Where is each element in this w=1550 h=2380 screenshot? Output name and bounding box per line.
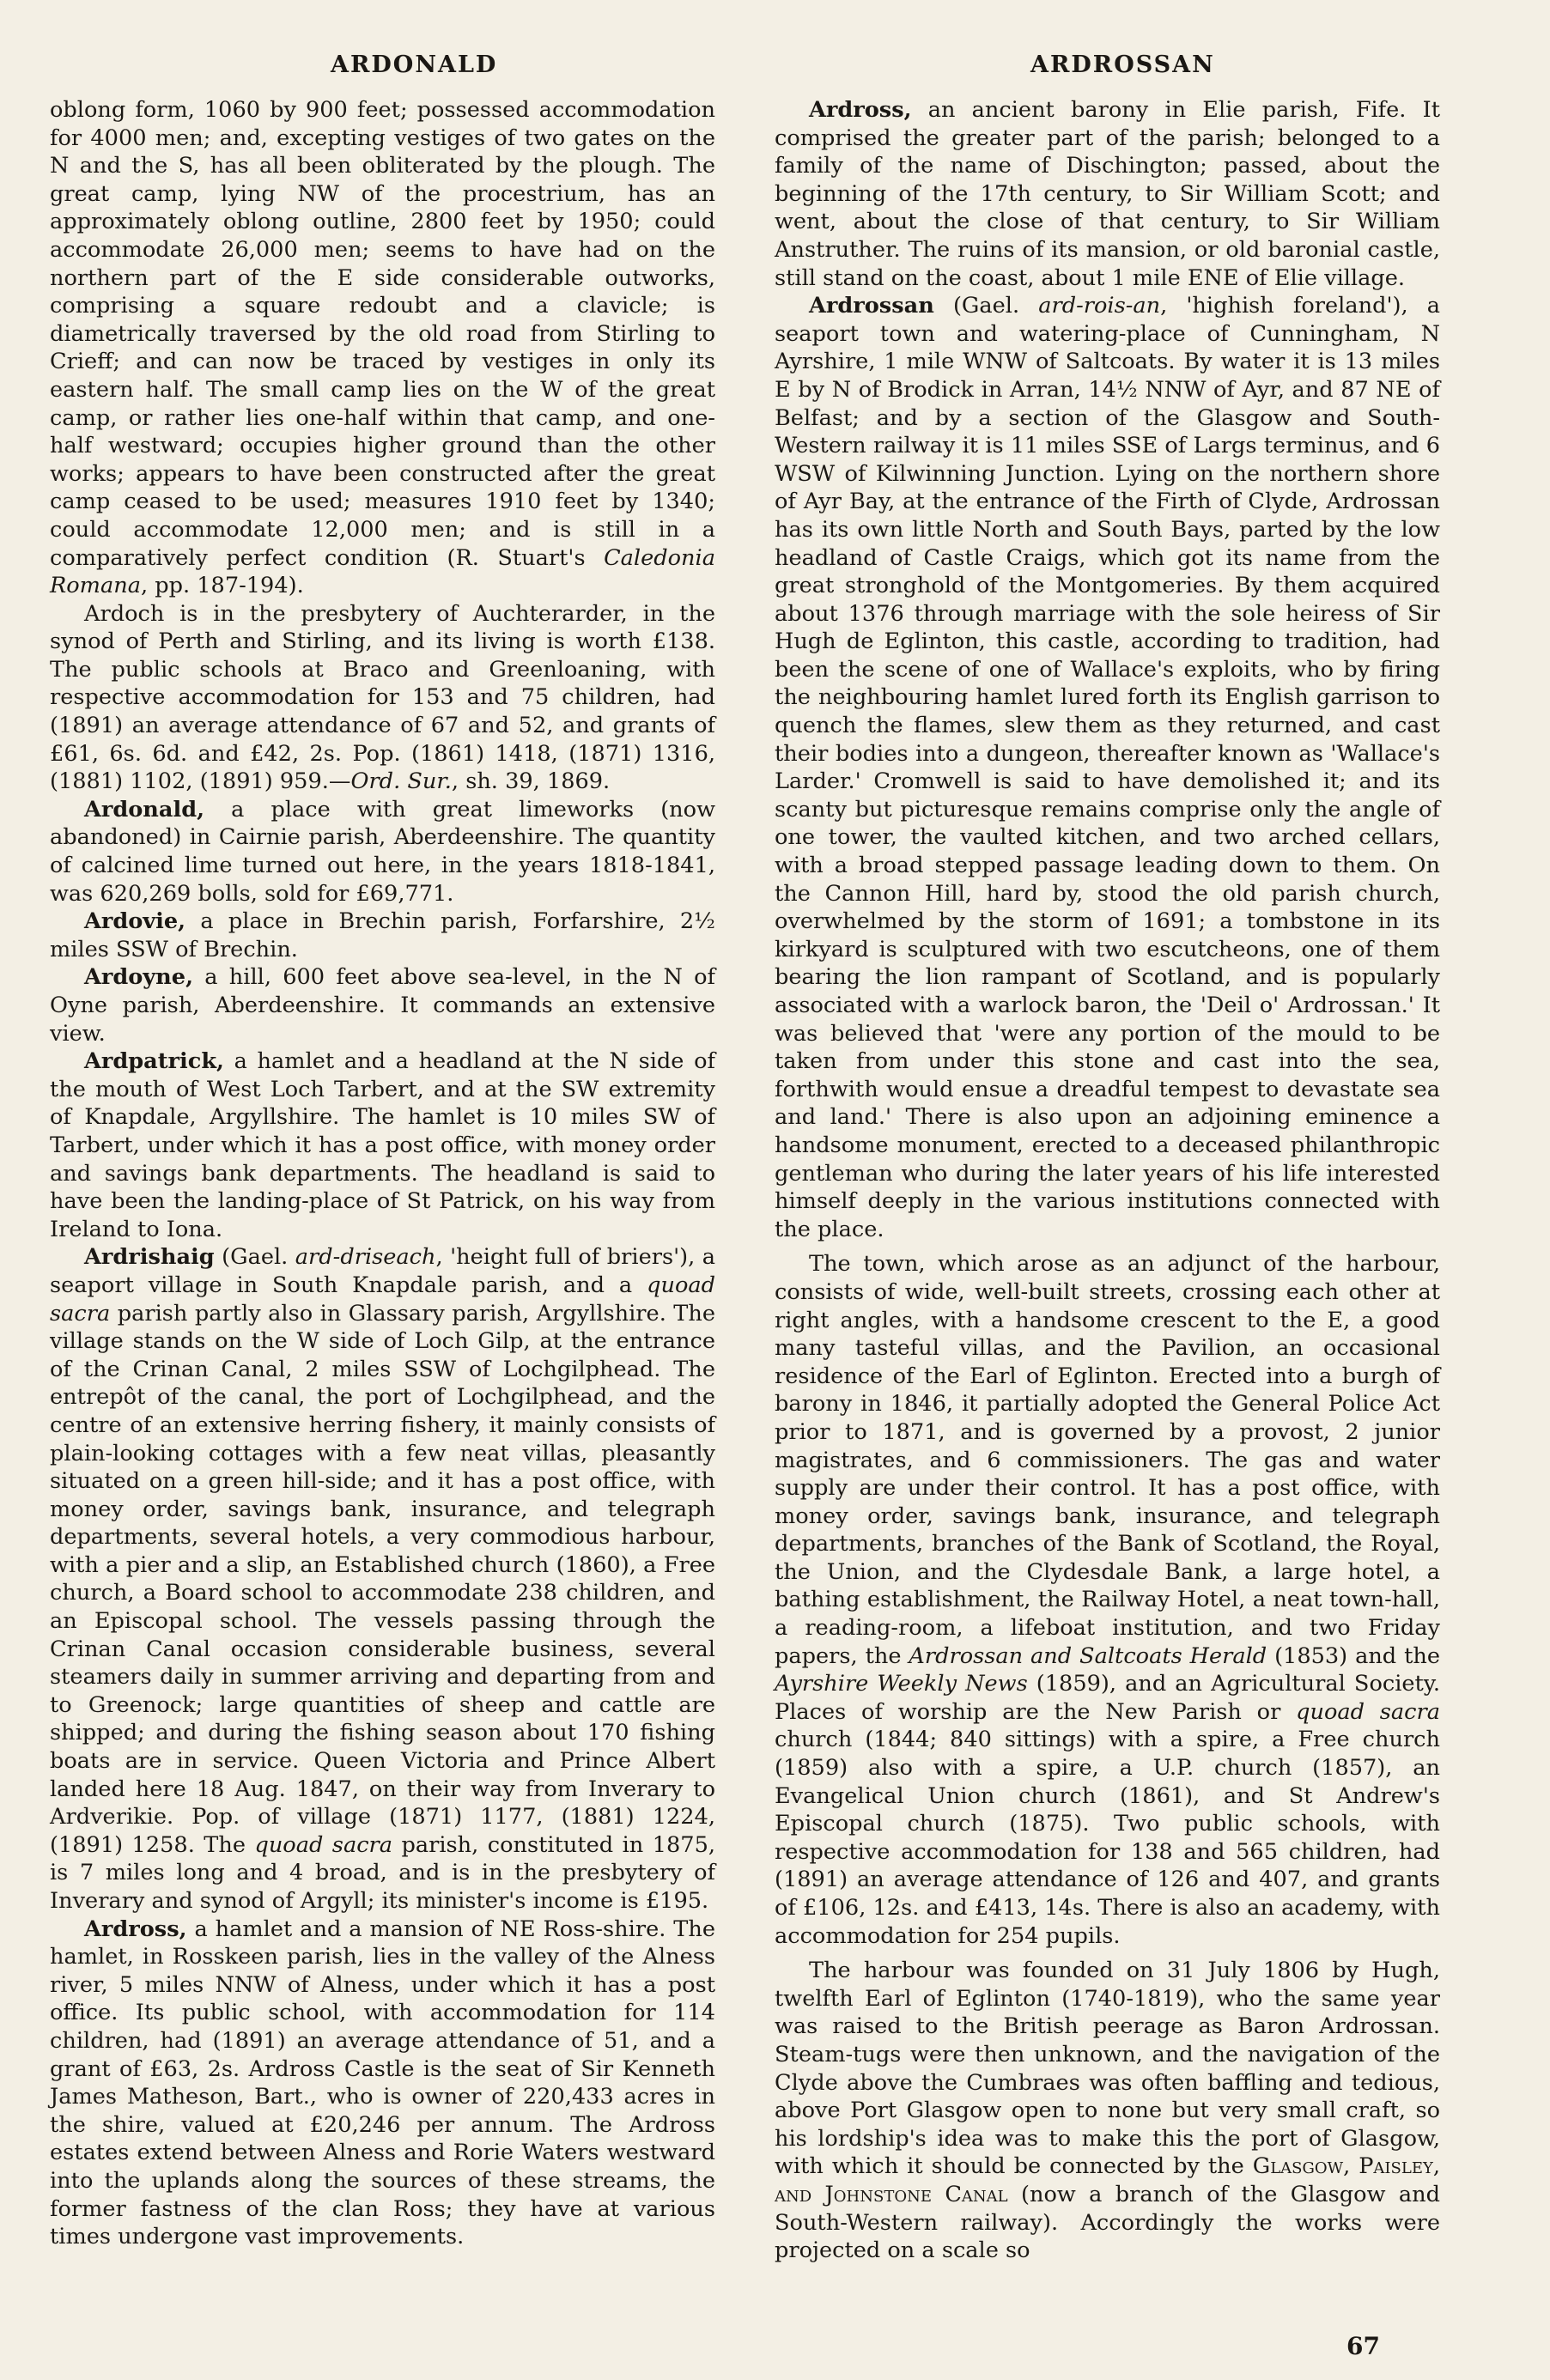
- entry-ardrossan: Ardrossan (Gael. ard-rois-an, 'highish foreland'), a seaport town and watering-place of Cunningham, N Ayrshire, 1 mile WNW of Saltcoats. By water it is 13 miles E by N of Brodick in Arran, 14½ NNW of Ayr, and 87 NE of Belfast; and by a section of the Glasgow and South-Western railway it is 11 miles SSE of Largs terminus, and 6 WSW of Kilwinning Junction. Lying on the northern shore of Ayr Bay, at the entrance of the Firth of Clyde, Ardrossan has its own little North and South Bays, parted by the low headland of Castle Craigs, which got its name from the great stronghold of the Montgomeries. By them acquired about 1376 through marriage with the sole heiress of Sir Hugh de Eglinton, this castle, according to tradition, had been the scene of one of Wallace's exploits, who by firing the neighbouring hamlet lured forth its English garrison to quench the flames, slew them as they returned, and cast their bodies into a dungeon, thereafter known as 'Wallace's Larder.' Cromwell is said to have demolished it; and its scanty but picturesque remains comprise only the angle of one tower, the vaulted kitchen, and two arched cellars, with a broad stepped passage leading down to them. On the Cannon Hill, hard by, stood the old parish church, overwhelmed by the storm of 1691; a tombstone in its kirkyard is sculptured with two escutcheons, one of them bearing the lion rampant of Scotland, and is popularly associated with a warlock baron, the 'Deil o' Ardrossan.' It was believed that 'were any portion of the mould to be taken from under this stone and cast into the sea, forthwith would ensue a dreadful tempest to devastate sea and land.' There is also upon an adjoining eminence a handsome monument, erected to a deceased philanthropic gentleman who during the later years of his life interested himself deeply in the various institutions connected with the place.: [775, 293, 1441, 1242]
- ardrossan-town: The town, which arose as an adjunct of the harbour, consists of wide, well-built streets, crossing each other at right angles, with a handsome crescent to the E, a good many tasteful villas, and the Pavilion, an occasional residence of the Earl of Eglinton. Erected into a burgh of barony in 1846, it partially adopted the General Police Act prior to 1871, and is governed by a provost, 2 junior magistrates, and 6 commissioners. The gas and water supply are under their control. It has a post office, with money order, savings bank, insurance, and telegraph departments, branches of the Bank of Scotland, the Royal, the Union, and the Clydesdale Bank, a large hotel, a bathing establishment, the Railway Hotel, a neat town-hall, a reading-room, a lifeboat institution, and two Friday papers, the Ardrossan and Saltcoats Herald (1853) and the Ayrshire Weekly News (1859), and an Agricultural Society. Places of worship are the New Parish or quoad sacra church (1844; 840 sittings) with a spire, a Free church (1859) also with a spire, a U.P. church (1857), an Evangelical Union church (1861), and St Andrew's Episcopal church (1875). Two public schools, with respective accommodation for 138 and 565 children, had (1891) an average attendance of 126 and 407, and grants of £106, 12s. and £413, 14s. There is also an academy, with accommodation for 254 pupils.: [775, 1251, 1441, 1949]
- entry-ardrishaig: Ardrishaig (Gael. ard-driseach, 'height full of briers'), a seaport village in South Knapdale parish, and a quoad sacra parish partly also in Glassary parish, Argyllshire. The village stands on the W side of Loch Gilp, at the entrance of the Crinan Canal, 2 miles SSW of Lochgilphead. The entrepôt of the canal, the port of Lochgilphead, and the centre of an extensive herring fishery, it mainly consists of plain-looking cottages with a few neat villas, pleasantly situated on a green hill-side; and it has a post office, with money order, savings bank, insurance, and telegraph departments, several hotels, a very commodious harbour, with a pier and a slip, an Established church (1860), a Free church, a Board school to accommodate 238 children, and an Episcopal school. The vessels passing through the Crinan Canal occasion considerable business, several steamers daily in summer arriving and departing from and to Greenock; large quantities of sheep and cattle are shipped; and during the fishing season about 170 fishing boats are in service. Queen Victoria and Prince Albert landed here 18 Aug. 1847, on their way from Inverary to Ardverikie. Pop. of village (1871) 1177, (1881) 1224, (1891) 1258. The quoad sacra parish, constituted in 1875, is 7 miles long and 4 broad, and is in the presbytery of Inverary and synod of Argyll; its minister's income is £195.: [50, 1244, 715, 1914]
- running-head-right: ARDROSSAN: [1030, 52, 1215, 78]
- ardoch-presbytery: Ardoch is in the presbytery of Auchterarder, in the synod of Perth and Stirling, and its living is worth £138. The public schools at Braco and Greenloaning, with respective accommodation for 153 and 75 children, had (1891) an average attendance of 67 and 52, and grants of £61, 6s. 6d. and £42, 2s. Pop. (1861) 1418, (1871) 1316, (1881) 1102, (1891) 959.—Ord. Sur., sh. 39, 1869.: [50, 600, 715, 795]
- entry-ardoyne: Ardoyne, a hill, 600 feet above sea-level, in the N of Oyne parish, Aberdeenshire. It commands an extensive view.: [50, 964, 715, 1047]
- entry-ardonald: Ardonald, a place with great limeworks (now abandoned) in Cairnie parish, Aberdeenshire. The quantity of calcined lime turned out here, in the years 1818-1841, was 620,269 bolls, sold for £69,771.: [50, 796, 715, 907]
- entry-ardross-ross-shire: Ardross, a hamlet and a mansion of NE Ross-shire. The hamlet, in Rosskeen parish, lies in the valley of the Alness river, 5 miles NNW of Alness, under which it has a post office. Its public school, with accommodation for 114 children, had (1891) an average attendance of 51, and a grant of £63, 2s. Ardross Castle is the seat of Sir Kenneth James Matheson, Bart., who is owner of 220,433 acres in the shire, valued at £20,246 per annum. The Ardross estates extend between Alness and Rorie Waters westward into the uplands along the sources of these streams, the former fastness of the clan Ross; they have at various times undergone vast improvements.: [50, 1916, 715, 2250]
- entry-ardovie: Ardovie, a place in Brechin parish, Forfarshire, 2½ miles SSW of Brechin.: [50, 908, 715, 962]
- entry-ardross-fife: Ardross, an ancient barony in Elie parish, Fife. It comprised the greater part of the parish; belonged to a family of the name of Dischington; passed, about the beginning of the 17th century, to Sir William Scott; and went, about the close of that century, to Sir William Anstruther. The ruins of its mansion, or old baronial castle, still stand on the coast, about 1 mile ENE of Elie village.: [775, 97, 1440, 291]
- ardrossan-harbour: The harbour was founded on 31 July 1806 by Hugh, twelfth Earl of Eglinton (1740-1819), who the same year was raised to the British peerage as Baron Ardrossan. Steam-tugs were then unknown, and the navigation of the Clyde above the Cumbraes was often baffling and tedious, above Port Glasgow open to none but very small craft, so his lordship's idea was to make this the port of Glasgow, with which it should be connected by the Glasgow, Paisley, and Johnstone Canal (now a branch of the Glasgow and South-Western railway). Accordingly the works were projected on a scale so: [775, 1958, 1440, 2264]
- ardoch-continuation: oblong form, 1060 by 900 feet; possessed accommodation for 4000 men; and, excepting vestiges of two gates on the N and the S, has all been obliterated by the plough. The great camp, lying NW of the procestrium, has an approximately oblong outline, 2800 feet by 1950; could accommodate 26,000 men; seems to have had on the northern part of the E side considerable outworks, comprising a square redoubt and a clavicle; is diametrically traversed by the old road from Stirling to Crieff; and can now be traced by vestiges in only its eastern half. The small camp lies on the W of the great camp, or rather lies one-half within that camp, and one-half westward; occupies higher ground than the other works; appears to have been constructed after the great camp ceased to be used; measures 1910 feet by 1340; could accommodate 12,000 men; and is still in a comparatively perfect condition (R. Stuart's Caledonia Romana, pp. 187-194).: [50, 97, 715, 599]
- right-column: [775, 96, 1440, 2265]
- entry-ardpatrick: Ardpatrick, a hamlet and a headland at the N side of the mouth of West Loch Tarbert, and at the SW extremity of Knapdale, Argyllshire. The hamlet is 10 miles SW of Tarbert, under which it has a post office, with money order and savings bank departments. The headland is said to have been the landing-place of St Patrick, on his way from Ireland to Iona.: [50, 1048, 715, 1242]
- left-column: [50, 96, 715, 2251]
- running-head-left: ARDONALD: [331, 52, 498, 78]
- page-number: 67: [1346, 2332, 1380, 2360]
